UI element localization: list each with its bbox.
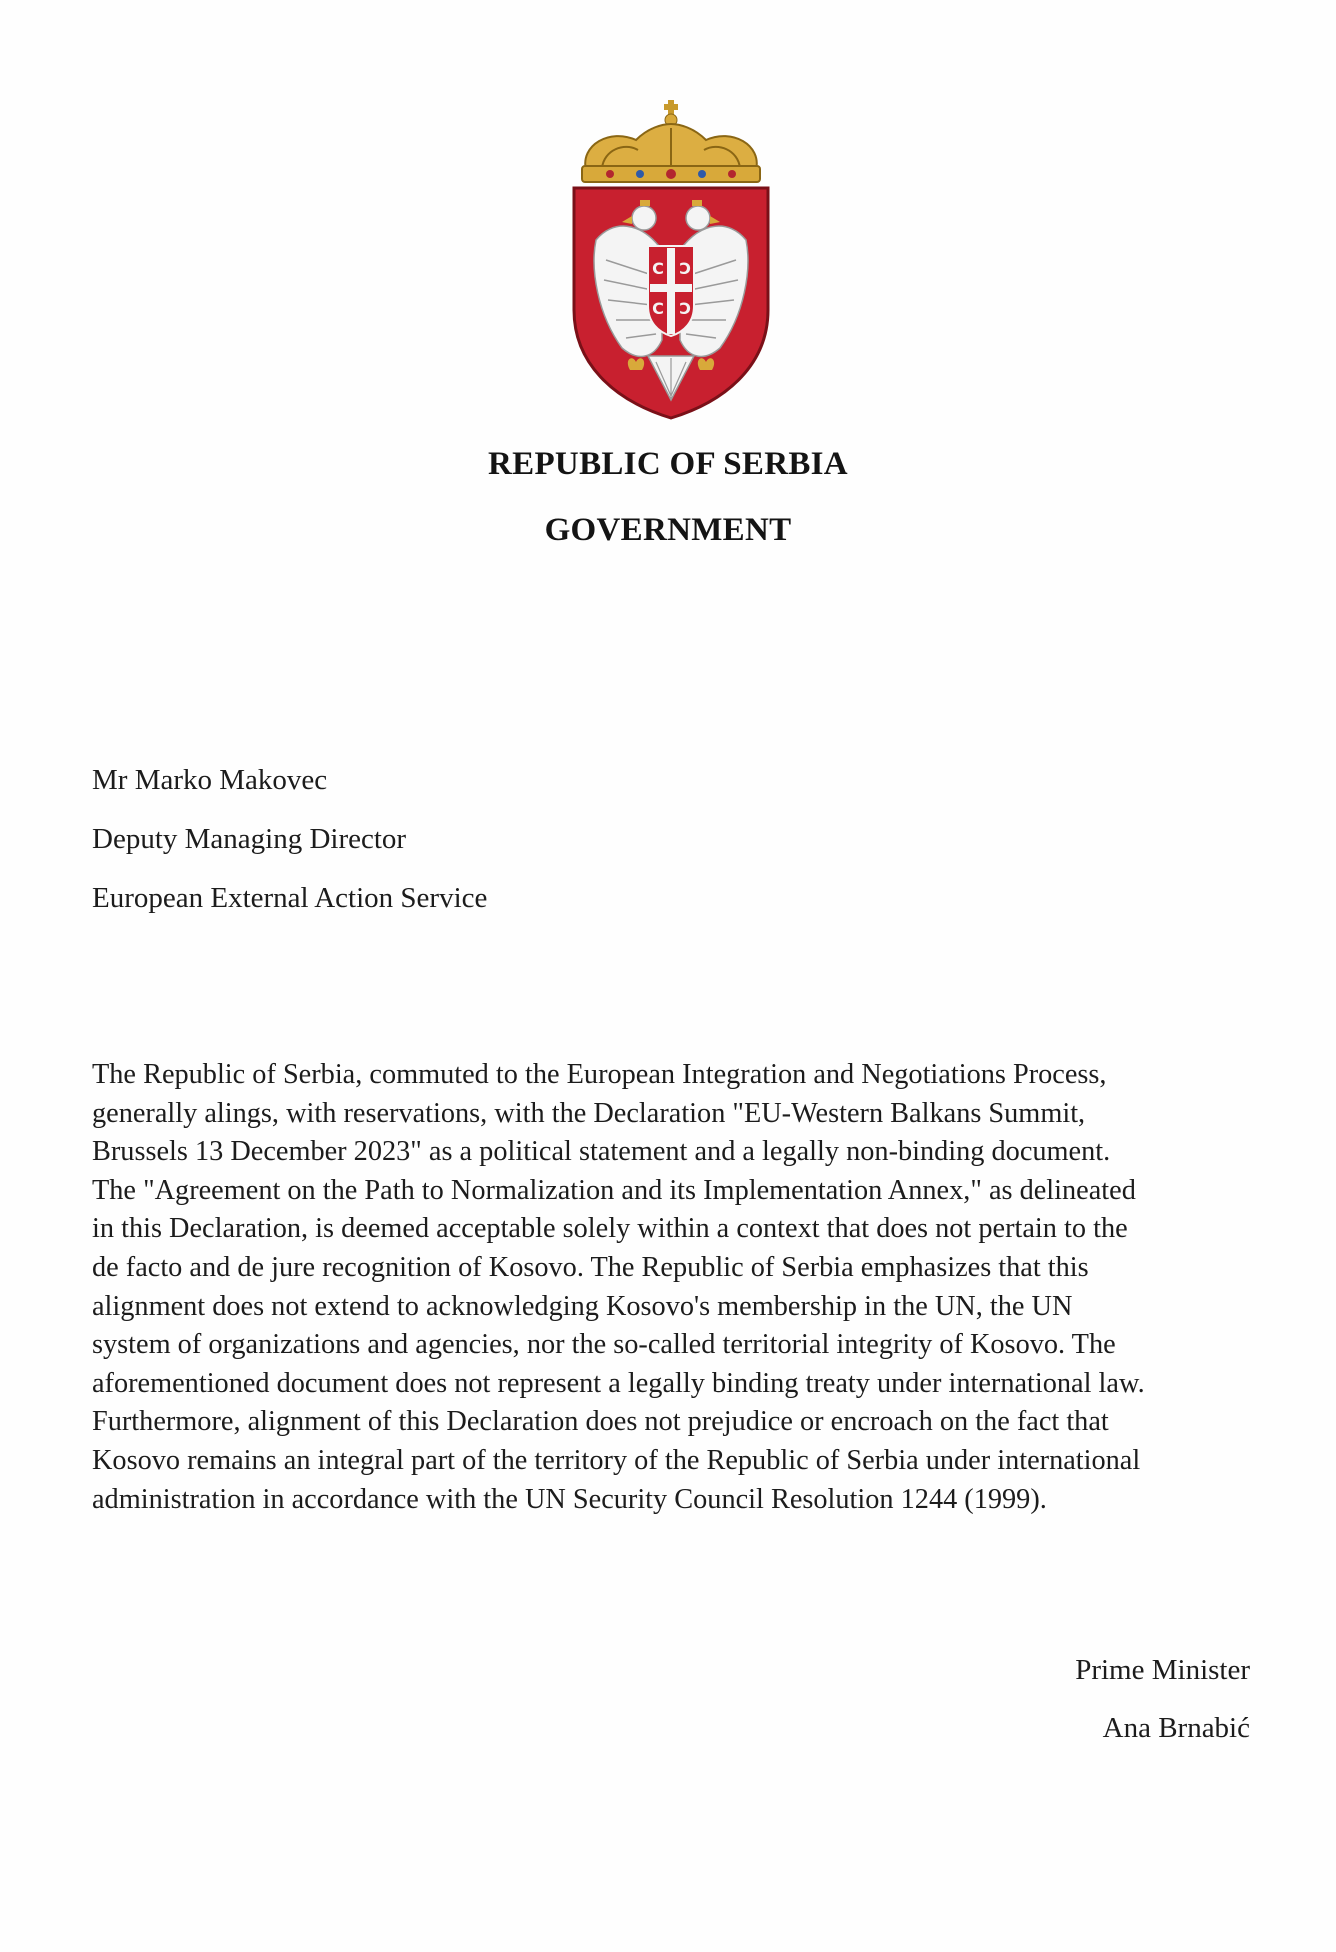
- cross-shield-icon: [648, 246, 694, 336]
- body-line: system of organizations and agencies, nor the so-called territorial integrity of Kosovo. The: [92, 1329, 1116, 1361]
- recipient-organization: European External Action Service: [92, 882, 488, 914]
- body-line: Furthermore, alignment of this Declaration does not prejudice or encroach on the fact that: [92, 1406, 1109, 1438]
- body-line: Kosovo remains an integral part of the territory of the Republic of Serbia under international: [92, 1444, 1141, 1476]
- signatory-name: Ana Brnabić: [1102, 1712, 1250, 1744]
- country-heading: REPUBLIC OF SERBIA: [488, 446, 848, 482]
- signatory-role: Prime Minister: [1075, 1654, 1250, 1686]
- letter-body: [92, 1056, 1262, 1519]
- svg-text:С: С: [652, 299, 664, 318]
- serbian-coat-of-arms-icon: [540, 100, 802, 422]
- recipient-name: Mr Marko Makovec: [92, 764, 328, 796]
- body-line: Brussels 13 December 2023" as a political statement and a legally non-binding document.: [92, 1136, 1111, 1168]
- body-line: administration in accordance with the UN Security Council Resolution 1244 (1999).: [92, 1483, 1047, 1515]
- crown-icon: [582, 100, 760, 182]
- body-line: de facto and de jure recognition of Kosovo. The Republic of Serbia emphasizes that this: [92, 1251, 1089, 1283]
- body-line: The "Agreement on the Path to Normalization and its Implementation Annex," as delineated: [92, 1174, 1136, 1206]
- body-line: alignment does not extend to acknowledging Kosovo's membership in the UN, the UN: [92, 1290, 1073, 1322]
- body-line: in this Declaration, is deemed acceptable solely within a context that does not pertain to the: [92, 1213, 1128, 1245]
- body-line: generally alings, with reservations, with the Declaration "EU-Western Balkans Summit,: [92, 1097, 1086, 1129]
- government-heading: GOVERNMENT: [544, 512, 792, 548]
- recipient-title: Deputy Managing Director: [92, 823, 407, 855]
- body-line: The Republic of Serbia, commuted to the European Integration and Negotiations Process,: [92, 1059, 1107, 1090]
- svg-text:С: С: [679, 299, 691, 318]
- svg-text:С: С: [652, 259, 664, 278]
- body-line: aforementioned document does not represent a legally binding treaty under international law.: [92, 1367, 1145, 1399]
- svg-text:С: С: [679, 259, 691, 278]
